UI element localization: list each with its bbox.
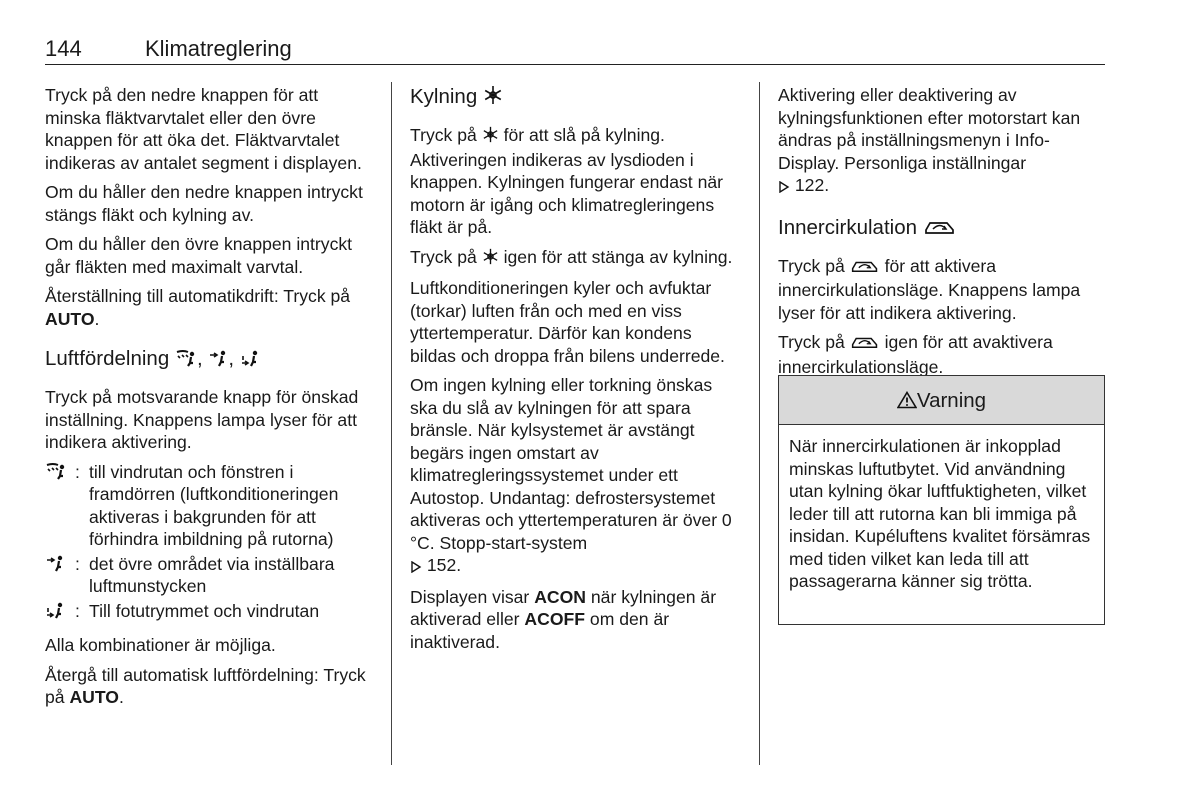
text: för att aktivera innercirkulationsläge. Knappens lampa lyser för att indikera aktivering. — [778, 255, 1081, 323]
page-number: 144 — [45, 36, 82, 61]
text: när kylningen är aktiverad eller — [410, 586, 717, 629]
section-heading-innercirkulation — [778, 215, 1108, 243]
warning-box — [778, 375, 1105, 625]
upper-vents-icon — [208, 348, 228, 374]
upper-vents-icon — [45, 554, 65, 578]
heading-text: Kylning — [410, 85, 478, 108]
page-reference: 152. — [426, 555, 462, 575]
text: för att slå på kylning. Aktiveringen indikeras av lysdioden i knappen. Kylningen fungerar endast när motorn är igång och klimatregleringens fläkt är på. — [410, 125, 724, 237]
column-3 — [778, 84, 1108, 385]
heading-text: Luftfördelning — [45, 347, 170, 370]
text: Återställning till automatikdrift: Tryck på — [45, 286, 351, 306]
snowflake-icon — [482, 248, 499, 271]
paragraph — [410, 586, 735, 654]
text: Aktivering eller deaktivering av kylningsfunktionen efter motorstart kan ändras på inställningsmenyn i Info-Display. Personliga inställningar — [778, 85, 1081, 173]
heading-text: Innercirkulation — [778, 215, 918, 239]
footwell-icon — [45, 601, 65, 625]
paragraph — [778, 255, 1108, 325]
paragraph: Tryck på motsvarande knapp för önskad inställning. Knappens lampa lyser för att indikera aktivering. — [45, 387, 359, 452]
paragraph: Om du håller den övre knappen intryckt går fläkten med maximalt varvtal. — [45, 234, 353, 277]
section-heading-kylning — [410, 84, 735, 112]
list-item-text: till vindrutan och fönstren i framdörren (luftkonditioneringen aktiveras i bakgrunden för att förhindra imbildning på rutorna) — [89, 461, 339, 549]
page-header — [45, 32, 1105, 65]
warning-header — [779, 376, 1104, 425]
column-divider — [391, 82, 392, 765]
paragraph — [45, 664, 375, 709]
text: Displayen visar — [410, 586, 535, 607]
bold-term: AUTO — [45, 308, 95, 329]
warning-triangle-icon — [897, 378, 917, 428]
paragraph — [778, 331, 1108, 378]
list-item: : det övre området via inställbara luftmunstycken — [45, 553, 375, 598]
paragraph — [410, 124, 735, 239]
text: Tryck på — [410, 246, 482, 267]
page-reference: 122. — [794, 175, 830, 195]
page-reference-icon — [410, 556, 422, 579]
column-2 — [410, 84, 735, 660]
paragraph — [778, 84, 1108, 199]
list-item: : till vindrutan och fönstren i framdörren (luftkonditioneringen aktiveras i bakgrunden för att förhindra imbildning på rutorna) — [45, 461, 375, 551]
paragraph — [410, 374, 735, 579]
column-divider — [759, 82, 760, 765]
section-heading-luftfordelning: Luftfördelning , , — [45, 346, 375, 374]
text: Återgå till automatisk luftfördelning: Tryck på — [45, 664, 366, 707]
list-item-text: Till fotutrymmet och vindrutan — [89, 600, 320, 621]
text: Tryck på — [410, 125, 482, 145]
windscreen-feet-icon — [45, 462, 67, 486]
recirculation-icon — [923, 217, 957, 243]
text: Tryck på — [778, 332, 850, 352]
warning-body: När innercirkulationen är inkopplad minskas luftutbytet. Vid användning utan kylning ökar luftfuktigheten, vilket leder till att rutorna kan bli immiga på insidan. Kupéluftens kvalitet försämras med tiden vilket kan leda till att passagerarna känner sig trötta. — [789, 436, 1091, 591]
text: igen för att stänga av kylning. — [498, 246, 733, 267]
recirculation-icon — [850, 333, 880, 356]
snowflake-icon — [482, 126, 499, 149]
list-item: : Till fotutrymmet och vindrutan — [45, 600, 375, 625]
text: Tryck på — [778, 255, 850, 276]
bold-term: ACON — [534, 586, 586, 607]
column-1 — [45, 84, 375, 716]
snowflake-icon — [483, 85, 503, 112]
text: . — [94, 308, 100, 329]
paragraph — [410, 246, 735, 271]
text: . — [119, 687, 124, 707]
text: Om ingen kylning eller torkning önskas ska du slå av kylningen för att spara bränsle. När kylsystemet är avstängt begärs ingen omstart av klimatregleringssystemet under ett Autostop. Undantag: defrostersystemet aktiveras och yttertemperaturen är över 0 °C. Stopp-start-system — [410, 375, 732, 553]
paragraph: Luftkonditioneringen kyler och avfuktar (torkar) luften från och med en viss yttertemperatur. Därför kan kondens bildas och droppa från bilens underrede. — [410, 278, 725, 366]
windscreen-feet-icon — [175, 348, 197, 374]
list-item-text: det övre området via inställbara luftmunstycken — [89, 553, 335, 596]
paragraph — [45, 285, 375, 330]
paragraph: Om du håller den nedre knappen intryckt stängs fläkt och kylning av. — [45, 182, 363, 225]
warning-title: Varning — [916, 389, 987, 412]
bold-term: AUTO — [69, 687, 119, 707]
recirculation-icon — [850, 257, 880, 280]
text: igen för att avaktivera innercirkulationsläge. — [778, 332, 1053, 377]
text: om den är inaktiverad. — [410, 609, 670, 652]
paragraph: Tryck på den nedre knappen för att minska fläktvarvtalet eller den övre knappen för att öka det. Fläktvarvtalet indikeras av antalet segment i displayen. — [45, 85, 362, 173]
paragraph: Alla kombinationer är möjliga. — [45, 635, 276, 655]
distribution-list — [45, 461, 375, 625]
footwell-icon — [240, 348, 260, 374]
page-reference-icon — [778, 176, 790, 199]
chapter-title: Klimatreglering — [145, 36, 292, 61]
bold-term: ACOFF — [524, 609, 586, 629]
